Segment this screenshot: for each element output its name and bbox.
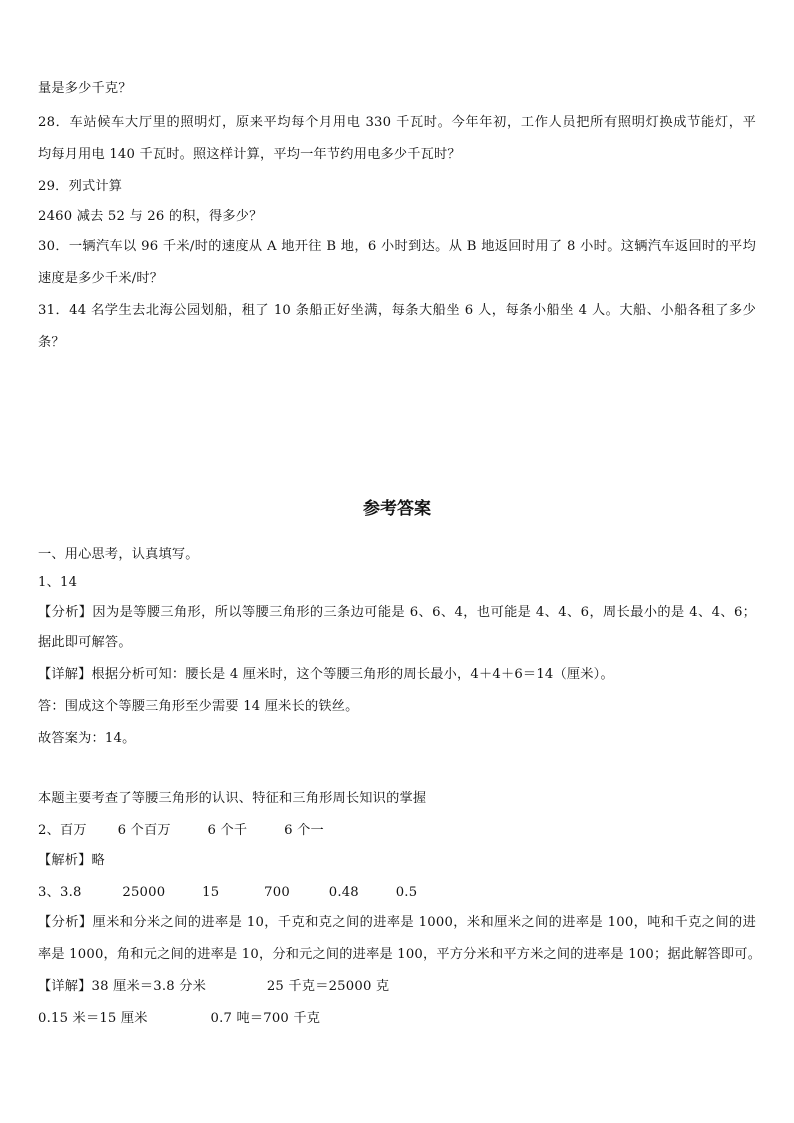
answer-3-v6: 0.5 bbox=[395, 885, 418, 900]
answer-2-v3: 6 个千 bbox=[207, 823, 248, 838]
question-28-line1: 28．车站候车大厅里的照明灯，原来平均每个月用电 330 千瓦时。今年年初，工作人员把所有照明灯换成节能灯，平 bbox=[38, 115, 756, 130]
question-31-line1: 31．44 名学生去北海公园划船，租了 10 条船正好坐满，每条大船坐 6 人，每条小船坐 4 人。大船、小船各租了多少 bbox=[38, 303, 756, 318]
answer-1-value: 1、14 bbox=[38, 575, 78, 590]
answer-3-detail2a: 0.15 米＝15 厘米 bbox=[38, 1011, 148, 1026]
answer-3-detail-row2 bbox=[38, 1010, 320, 1028]
answer-2-row bbox=[38, 822, 324, 840]
answer-2-num: 2、百万 bbox=[38, 823, 87, 838]
answer-1-final: 故答案为：14。 bbox=[38, 731, 136, 746]
question-28-line2: 均每月用电 140 千瓦时。照这样计算，平均一年节约用电多少千瓦时？ bbox=[38, 147, 461, 162]
answer-3-v2: 25000 bbox=[122, 885, 166, 900]
answer-1-answer: 答：围成这个等腰三角形至少需要 14 厘米长的铁丝。 bbox=[38, 699, 359, 714]
answer-3-analysis-line2: 率是 1000，角和元之间的进率是 10，分和元之间的进率是 100，平方分米和平方米之间的进率是 100；据此解答即可。 bbox=[38, 947, 762, 962]
answer-3-detail2b: 0.7 吨＝700 千克 bbox=[210, 1011, 321, 1026]
answer-2-v4: 6 个一 bbox=[284, 823, 324, 838]
answers-title: 参考答案 bbox=[363, 499, 431, 519]
answer-1-analysis-line1: 【分析】因为是等腰三角形，所以等腰三角形的三条边可能是 6、6、4，也可能是 4、4、6，周长最小的是 4、4、6； bbox=[38, 605, 756, 620]
question-30-line2: 速度是多少千米/时？ bbox=[38, 271, 164, 286]
answer-1-note: 本题主要考查了等腰三角形的认识、特征和三角形周长知识的掌握 bbox=[38, 791, 427, 806]
answer-3-v5: 0.48 bbox=[328, 885, 359, 900]
answer-3-num: 3、3.8 bbox=[38, 885, 82, 900]
answer-3-v4: 700 bbox=[264, 885, 290, 900]
question-29-line2: 2460 减去 52 与 26 的积，得多少？ bbox=[38, 209, 263, 224]
answer-3-v3: 15 bbox=[202, 885, 220, 900]
answer-2-analysis: 【解析】略 bbox=[38, 853, 105, 868]
answer-3-detail1a: 【详解】38 厘米＝3.8 分米 bbox=[38, 979, 207, 994]
question-29-line1: 29．列式计算 bbox=[38, 179, 123, 194]
answer-3-detail-row1 bbox=[38, 978, 389, 996]
answer-2-v2: 6 个百万 bbox=[117, 823, 171, 838]
section-1-heading: 一、用心思考，认真填写。 bbox=[38, 547, 199, 562]
question-31-line2: 条？ bbox=[38, 335, 65, 350]
answer-1-analysis-line2: 据此即可解答。 bbox=[38, 635, 132, 650]
answer-1-detail: 【详解】根据分析可知：腰长是 4 厘米时，这个等腰三角形的周长最小，4＋4＋6＝14（厘米）。 bbox=[38, 667, 614, 682]
question-30-line1: 30．一辆汽车以 96 千米/时的速度从 A 地开往 B 地，6 小时到达。从 B 地返回时用了 8 小时。这辆汽车返回时的平均 bbox=[38, 239, 756, 254]
answer-3-row bbox=[38, 884, 417, 902]
question-27-tail: 量是多少千克？ bbox=[38, 81, 132, 96]
answer-3-analysis-line1: 【分析】厘米和分米之间的进率是 10，千克和克之间的进率是 1000，米和厘米之间的进率是 100，吨和千克之间的进 bbox=[38, 915, 756, 930]
answer-3-detail1b: 25 千克＝25000 克 bbox=[266, 979, 390, 994]
